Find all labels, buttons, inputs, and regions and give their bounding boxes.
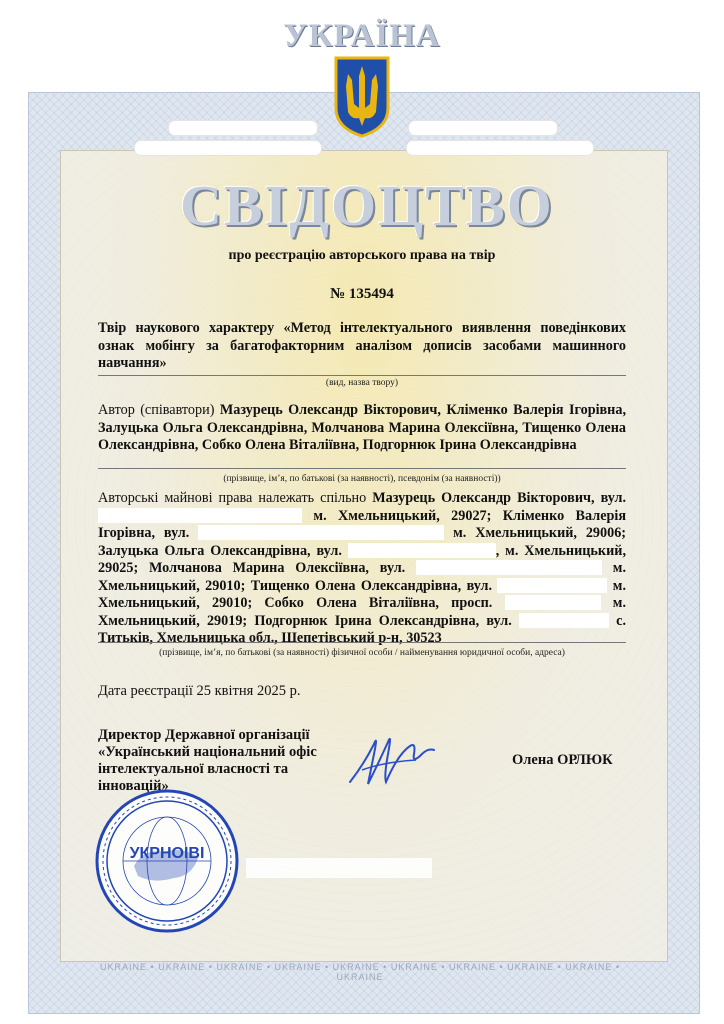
signatory-name: Олена ОРЛЮК: [512, 752, 613, 768]
rights-line: Залуцька Ольга Олександрівна, вул.: [98, 542, 342, 559]
registration-date: Дата реєстрації 25 квітня 2025 р.: [98, 683, 301, 699]
rights-line: Хмельницький, 29010; Тищенко Олена Олександрівна, вул.: [98, 577, 493, 594]
official-seal-icon: [94, 788, 240, 934]
rights-caption: (прізвище, ім’я, по батькові (за наявності) фізичної особи / найменування юридичної особи, адреса): [159, 648, 565, 658]
authors-names: Мазурець Олександр Вікторович, Кліменко Валерія Ігорівна, Залуцька Ольга Олександрівна, Молчанова Марина Олексіївна, Тищенко Олена Олександрівна, Собко Олена Віталіївна, Подгорнюк Ірина Олександрівна: [98, 402, 627, 453]
redacted-address: [519, 613, 609, 628]
rights-block: [98, 490, 626, 648]
rights-label: Авторські майнові права належать спільно: [98, 490, 367, 506]
tryzub-emblem-icon: [332, 56, 392, 138]
rights-line: , м. Хмельницький,: [495, 542, 626, 559]
rights-line: м.: [612, 560, 627, 576]
rights-line: Ігорівна, вул.: [98, 525, 190, 541]
redacted-area: [246, 858, 432, 878]
certificate-title: СВІДОЦТВО: [180, 173, 554, 238]
redacted-address: [497, 578, 607, 593]
authors-block: [98, 402, 626, 455]
seal-center-text: УКРНОІВІ: [129, 845, 205, 862]
rights-line: 29025; Молчанова Марина Олексіївна, вул.: [98, 560, 406, 576]
footer-band: UKRAINE • UKRAINE • UKRAINE • UKRAINE • UKRAINE • UKRAINE • UKRAINE • UKRAINE • UKRAINE • UKRAINE: [100, 962, 620, 982]
redacted-address: [505, 595, 601, 610]
blank-bar-left: [168, 120, 318, 136]
rights-line: Титьків, Хмельницька обл., Шепетівський р-н, 30523: [98, 630, 442, 646]
blank-bar-left-2: [134, 140, 322, 156]
authors-caption: (прізвище, ім’я, по батькові (за наявності), псевдонім (за наявності)): [223, 474, 501, 484]
rights-line: м. Хмельницький, 29019; Подгорнюк Ірина Олександрівна, вул.: [98, 595, 627, 629]
blank-bar-right-2: [406, 140, 594, 156]
director-position: Директор Державної організації «Український національний офіс інтелектуальної власності та інновацій»: [98, 727, 317, 794]
signature-icon: [344, 724, 444, 794]
certificate-number: № 135494: [330, 286, 394, 302]
blank-bar-right: [408, 120, 558, 136]
authors-label: Автор (співавтори): [98, 402, 215, 418]
certificate-subtitle: про реєстрацію авторського права на твір: [228, 248, 496, 263]
rights-line: м. Хмельницький, 29006;: [453, 525, 627, 541]
work-title: Твір наукового характеру «Метод інтелектуального виявлення поведінкових ознак мобінгу за багатофакторним аналізом дописів засобами машинного навчання»: [98, 320, 626, 371]
divider: [98, 468, 626, 469]
work-caption: (вид, назва твору): [325, 378, 399, 388]
redacted-address: [98, 508, 302, 523]
rights-line: м. Хмельницький, 29010; Собко Олена Віталіївна, просп.: [98, 577, 627, 611]
divider: [98, 642, 626, 643]
redacted-address: [198, 525, 444, 540]
redacted-address: [348, 543, 496, 558]
country-banner: УКРАЇНА: [283, 18, 441, 54]
divider: [98, 375, 626, 376]
redacted-address: [416, 560, 602, 575]
rights-line: с.: [616, 612, 627, 629]
rights-line: Мазурець Олександр Вікторович, вул.: [372, 490, 626, 506]
rights-line: м. Хмельницький, 29027; Кліменко Валерія: [313, 507, 627, 524]
